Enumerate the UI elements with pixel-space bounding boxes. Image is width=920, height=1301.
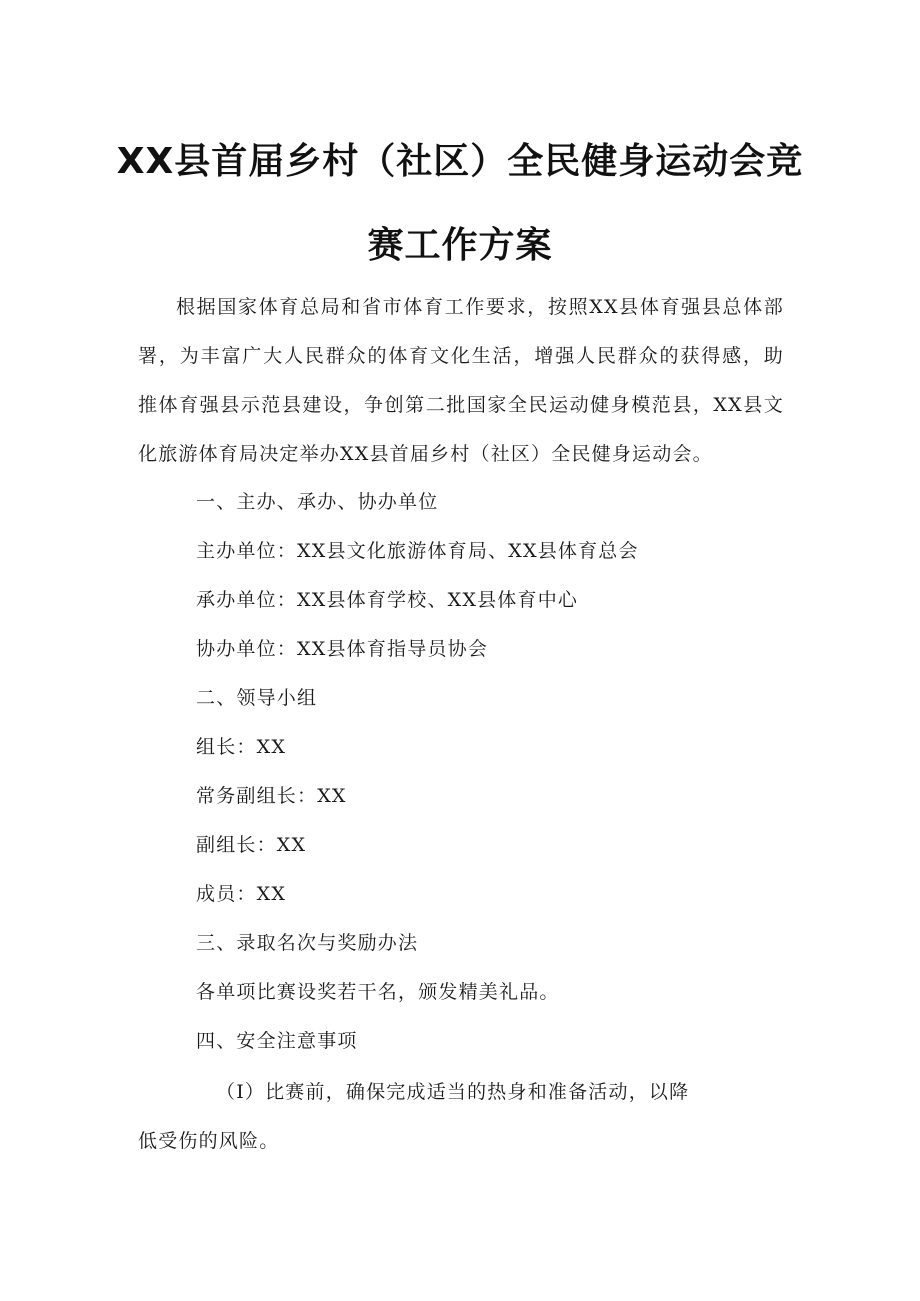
deputy-leader: 副组长：XX	[196, 834, 307, 856]
award-content: 各单项比赛设奖若干名，颁发精美礼品。	[196, 981, 560, 1003]
safety-item-1: （I）比赛前，确保完成适当的热身和准备活动，以降低受伤的风险。	[138, 1081, 690, 1152]
section-3-heading: 三、录取名次与奖励办法	[196, 932, 419, 954]
document-title-line-2: 赛工作方案	[367, 225, 553, 266]
section-4-heading: 四、安全注意事项	[196, 1030, 358, 1052]
co-organizer-unit: 协办单位：XX县体育指导员协会	[196, 638, 489, 660]
members: 成员：XX	[196, 883, 287, 905]
intro-paragraph: 根据国家体育总局和省市体育工作要求，按照XX县体育强县总体部署，为丰富广大人民群众的体育文化生活，增强人民群众的获得感，助推体育强县示范县建设，争创第二批国家全民运动健身模范县，XX县文化旅游体育局决定举办XX县首届乡村（社区）全民健身运动会。	[138, 296, 784, 465]
host-unit: 主办单位：XX县文化旅游体育局、XX县体育总会	[196, 540, 639, 562]
section-1-heading: 一、主办、承办、协办单位	[196, 491, 439, 513]
executive-deputy-leader: 常务副组长：XX	[196, 785, 347, 807]
document-title-line-1: XX县首届乡村（社区）全民健身运动会竞	[116, 141, 804, 182]
leader: 组长：XX	[196, 736, 287, 758]
organizer-unit: 承办单位：XX县体育学校、XX县体育中心	[196, 589, 579, 611]
section-2-heading: 二、领导小组	[196, 687, 318, 709]
